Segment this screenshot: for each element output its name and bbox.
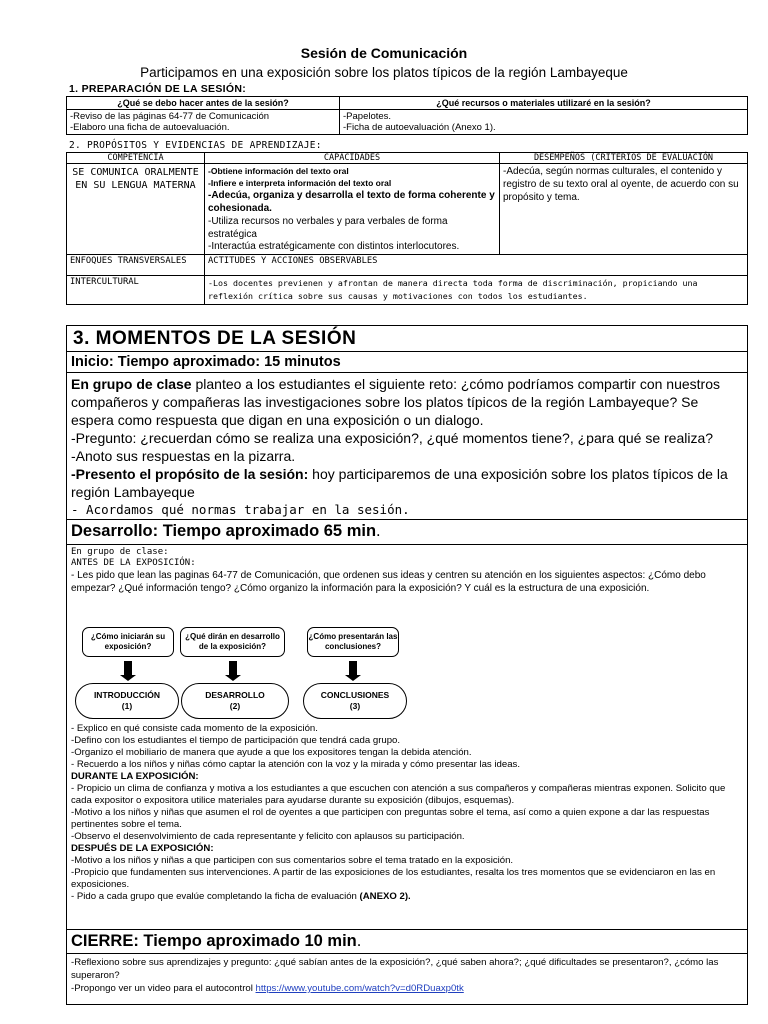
question-box-development: ¿Qué dirán en desarrollo de la exposición? — [180, 627, 285, 657]
stage-number: (3) — [349, 701, 361, 711]
cierre-body — [66, 953, 748, 1005]
desarrollo-steps — [71, 723, 741, 903]
capacidades-header: CAPACIDADES — [205, 153, 500, 164]
before-item: -Elaboro una ficha de autoevaluación. — [70, 122, 230, 133]
desarrollo-group: En grupo de clase: — [71, 547, 169, 557]
despues-item: -Propicio que fundamenten sus intervenciones. A partir de las exposiciones de los estudiantes, resalta los tres momentos que se evidenciaron en las en exposiciones. — [71, 867, 716, 890]
resource-item: -Ficha de autoevaluación (Anexo 1). — [343, 122, 496, 133]
section3-header — [66, 325, 748, 352]
inicio-question: -Pregunto: ¿recuerdan cómo se realiza una exposición?, ¿qué momentos tiene?, ¿para qué se realiza? — [71, 430, 714, 446]
capacity-item: -Utiliza recursos no verbales y para verbales de forma estratégica — [208, 216, 448, 240]
desarrollo-dot: . — [376, 522, 381, 540]
desempeno-cell: -Adecúa, según normas culturales, el contenido y registro de su texto oral al oyente, de acuerdo con su propósito y tema. — [500, 164, 748, 255]
inicio-purpose — [71, 465, 743, 501]
durante-label: DURANTE LA EXPOSICIÓN: — [71, 771, 199, 782]
enfoques-label: ENFOQUES TRANSVERSALES — [67, 255, 205, 276]
page-title: Sesión de Comunicación — [300, 45, 468, 61]
stage-box-introduction — [75, 683, 179, 719]
durante-item: - Propicio un clima de confianza y motiva a los estudiantes a que escuchen con atención a sus compañeros y compañeras mientras exponen. Solicito que cada expositor o expositora utilice materiales para ayudarse durante su exposición (dibujos, esquemas). — [71, 783, 726, 806]
col2-header: ¿Qué recursos o materiales utilizaré en la sesión? — [340, 97, 748, 110]
inicio-bold: En grupo de clase — [71, 376, 192, 392]
inicio-note: -Anoto sus respuestas en la pizarra. — [71, 448, 296, 464]
question-box-conclusions: ¿Cómo presentarán las conclusiones? — [307, 627, 399, 657]
competencia-header: COMPETENCIA — [67, 153, 205, 164]
stage-box-conclusions — [303, 683, 407, 719]
antes-item: -Defino con los estudiantes el tiempo de participación que tendrá cada grupo. — [71, 735, 401, 746]
section3-number: 3 — [73, 328, 85, 349]
despues-last-text: - Pido a cada grupo que evalúe completando la ficha de evaluación — [71, 891, 360, 902]
despues-label: DESPUÉS DE LA EXPOSICIÓN: — [71, 843, 214, 854]
capacity-item: -Adecúa, organiza y desarrolla el texto de forma coherente y cohesionada. — [208, 190, 495, 214]
capacity-item: -Infiere e interpreta información del texto oral — [208, 178, 392, 188]
stage-label: INTRODUCCIÓN — [93, 690, 161, 700]
actitudes-label: ACTITUDES Y ACCIONES OBSERVABLES — [205, 255, 748, 276]
antes-instruction: - Les pido que lean las paginas 64-77 de Comunicación, que ordenen sus ideas y centren su atención en los siguientes aspectos: ¿Cómo debo empezar? ¿Qué información tengo? ¿Cómo organizo la información para la exposición? Y cuál es la estructura de una exposición. — [71, 570, 706, 594]
cierre-video-text: -Propongo ver un video para el autocontrol — [71, 983, 256, 994]
actitud-cell: -Los docentes previenen y afrontan de manera directa toda forma de discriminación, propiciando una reflexión crítica sobre sus causas y motivaciones con todos los estudiantes. — [205, 276, 748, 305]
section3-title: . MOMENTOS DE LA SESIÓN — [84, 328, 357, 349]
cierre-reflection: -Reflexiono sobre sus aprendizajes y pregunto: ¿qué sabían antes de la exposición?, ¿qué saben ahora?; ¿qué dificultades se presentaron?, ¿cómo las superaron? — [71, 957, 719, 981]
cierre-video — [71, 982, 743, 995]
desempenos-header: DESEMPEÑOS (CRITERIOS DE EVALUACIÓN — [500, 153, 748, 164]
video-link[interactable]: https://www.youtube.com/watch?v=d0RDuaxp0tk — [255, 983, 464, 994]
annex-ref: (ANEXO 2). — [359, 891, 411, 902]
durante-item: -Motivo a los niños y niñas que asumen el rol de oyentes a que participen con preguntas sobre el tema, así como a quien expone a dar las respuestas pertinentes sobre el tema. — [71, 807, 710, 830]
resource-item: -Papelotes. — [343, 111, 392, 122]
cierre-header — [66, 929, 748, 954]
cierre-title: CIERRE: Tiempo aproximado 10 min — [71, 932, 357, 950]
inicio-body — [66, 372, 748, 520]
inicio-text: planteo a los estudiantes el siguiente reto: ¿cómo podríamos compartir con nuestros compañeros y compañeras las investigaciones sobre los platos típicos de la región Lambayeque? Se espera como respuesta que digan en una exposición o un dialogo. — [71, 376, 720, 428]
preparation-table — [66, 96, 748, 135]
stage-number: (1) — [121, 701, 133, 711]
capacidades-cell — [205, 164, 500, 255]
col1-header: ¿Qué se debo hacer antes de la sesión? — [67, 97, 340, 110]
antes-item: - Explico en qué consiste cada momento de la exposición. — [71, 723, 318, 734]
capacity-item: -Interactúa estratégicamente con distintos interlocutores. — [208, 241, 460, 252]
exposition-diagram — [67, 619, 747, 719]
before-session-cell — [67, 110, 340, 135]
capacity-item: -Obtiene información del texto oral — [208, 166, 349, 176]
stage-box-development — [181, 683, 289, 719]
competencia-cell: SE COMUNICA ORALMENTE EN SU LENGUA MATERNA — [67, 164, 205, 255]
despues-item: -Motivo a los niños y niñas a que participen con sus comentarios sobre el tema tratado en la exposición. — [71, 855, 514, 866]
arrow-down-icon — [229, 661, 237, 675]
durante-item: -Observo el desenvolvimiento de cada representante y felicito con aplausos su participación. — [71, 831, 465, 842]
enfoque-cell: INTERCULTURAL — [67, 276, 205, 305]
stage-label: CONCLUSIONES — [320, 690, 390, 700]
inicio-header: Inicio: Tiempo aproximado: 15 minutos — [66, 351, 748, 373]
despues-item-last — [71, 891, 741, 903]
question-box-intro: ¿Cómo iniciarán su exposición? — [82, 627, 174, 657]
antes-item: -Organizo el mobiliario de manera que ayude a que los expositores tengan la debida atención. — [71, 747, 472, 758]
arrow-down-icon — [124, 661, 132, 675]
purpose-text: hoy participaremos de una exposición sobre los platos típicos de la región Lambayeque — [71, 466, 728, 500]
section1-label: 1. PREPARACIÓN DE LA SESIÓN: — [69, 83, 247, 95]
desarrollo-title: Desarrollo: Tiempo aproximado 65 min — [71, 522, 377, 540]
purpose-bold: -Presento el propósito de la sesión: — [71, 466, 309, 482]
page-subtitle: Participamos en una exposición sobre los platos típicos de la región Lambayeque — [140, 65, 628, 80]
stage-label: DESARROLLO — [205, 690, 265, 700]
resources-cell — [340, 110, 748, 135]
arrow-down-icon — [349, 661, 357, 675]
desarrollo-header — [66, 519, 748, 545]
antes-label: ANTES DE LA EXPOSICIÓN: — [71, 558, 196, 568]
cierre-dot: . — [356, 932, 362, 950]
stage-number: (2) — [229, 701, 241, 711]
before-item: -Reviso de las páginas 64-77 de Comunicación — [70, 111, 270, 122]
inicio-norms: - Acordamos qué normas trabajar en la sesión. — [71, 502, 410, 517]
desarrollo-body — [66, 544, 748, 930]
antes-item: - Recuerdo a los niños y niñas cómo captar la atención con la voz y la mirada y cómo presentar las ideas. — [71, 759, 520, 770]
inicio-paragraph — [71, 375, 743, 429]
purposes-table — [66, 152, 748, 305]
section2-label: 2. PROPÓSITOS Y EVIDENCIAS DE APRENDIZAJE: — [69, 140, 322, 151]
